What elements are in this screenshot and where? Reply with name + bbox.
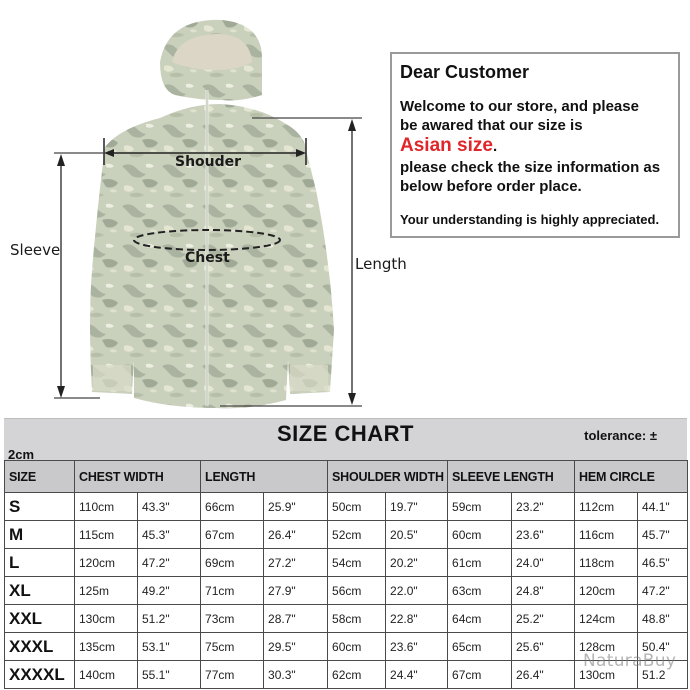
cell-length-cm: 73cm bbox=[201, 605, 264, 633]
cell-chest-cm: 130cm bbox=[75, 605, 138, 633]
cell-sleeve-cm: 59cm bbox=[448, 493, 512, 521]
cell-shoulder-cm: 60cm bbox=[328, 633, 386, 661]
cell-hem-cm: 120cm bbox=[575, 577, 638, 605]
cell-sleeve-cm: 60cm bbox=[448, 521, 512, 549]
highlight-suffix: . bbox=[492, 138, 498, 155]
jacket-illustration bbox=[0, 0, 407, 410]
cell-size: XXXXL bbox=[5, 661, 75, 689]
cell-chest-cm: 110cm bbox=[75, 493, 138, 521]
cell-size: L bbox=[5, 549, 75, 577]
cell-size: XL bbox=[5, 577, 75, 605]
notice-greeting: Dear Customer bbox=[400, 62, 530, 82]
cell-length-cm: 75cm bbox=[201, 633, 264, 661]
size-chart-title: SIZE CHART bbox=[277, 421, 414, 446]
cell-sleeve-in: 23.6" bbox=[512, 521, 575, 549]
asian-size-highlight: Asian size bbox=[400, 135, 493, 156]
header-sleeve-length: SLEEVE LENGTH bbox=[448, 461, 575, 493]
cell-length-in: 27.2" bbox=[264, 549, 328, 577]
table-row bbox=[5, 549, 688, 577]
cell-sleeve-cm: 63cm bbox=[448, 577, 512, 605]
cell-length-in: 26.4" bbox=[264, 521, 328, 549]
cell-hem-in: 50.4" bbox=[638, 633, 688, 661]
cell-chest-in: 49.2" bbox=[138, 577, 201, 605]
cell-chest-in: 55.1" bbox=[138, 661, 201, 689]
notice-line-1: Welcome to our store, and please bbox=[400, 98, 639, 115]
cell-length-cm: 71cm bbox=[201, 577, 264, 605]
cell-shoulder-in: 20.5" bbox=[386, 521, 448, 549]
cell-sleeve-in: 24.0" bbox=[512, 549, 575, 577]
cell-length-in: 27.9" bbox=[264, 577, 328, 605]
cell-hem-in: 48.8" bbox=[638, 605, 688, 633]
notice-line-2: be awared that our size is bbox=[400, 117, 583, 134]
sleeve-label: Sleeve bbox=[10, 241, 61, 259]
cell-hem-cm: 116cm bbox=[575, 521, 638, 549]
cell-chest-in: 47.2" bbox=[138, 549, 201, 577]
cell-length-cm: 69cm bbox=[201, 549, 264, 577]
cell-shoulder-in: 20.2" bbox=[386, 549, 448, 577]
tolerance-label: tolerance: ± bbox=[584, 428, 657, 443]
cell-sleeve-cm: 61cm bbox=[448, 549, 512, 577]
cell-hem-in: 44.1" bbox=[638, 493, 688, 521]
watermark: NaturaBuy bbox=[583, 651, 677, 671]
cell-chest-in: 53.1" bbox=[138, 633, 201, 661]
cell-shoulder-cm: 54cm bbox=[328, 549, 386, 577]
cell-chest-in: 43.3" bbox=[138, 493, 201, 521]
cell-size: XXL bbox=[5, 605, 75, 633]
notice-line-4: below before order place. bbox=[400, 178, 582, 195]
header-size: SIZE bbox=[5, 461, 75, 493]
customer-notice-box bbox=[390, 52, 680, 238]
cell-shoulder-in: 24.4" bbox=[386, 661, 448, 689]
cell-length-in: 25.9" bbox=[264, 493, 328, 521]
cell-length-cm: 67cm bbox=[201, 521, 264, 549]
cell-shoulder-cm: 52cm bbox=[328, 521, 386, 549]
table-row bbox=[5, 577, 688, 605]
cell-length-in: 28.7" bbox=[264, 605, 328, 633]
cell-chest-cm: 135cm bbox=[75, 633, 138, 661]
cell-hem-cm: 128cm bbox=[575, 633, 638, 661]
cell-length-cm: 77cm bbox=[201, 661, 264, 689]
cell-shoulder-in: 19.7" bbox=[386, 493, 448, 521]
cell-sleeve-in: 26.4" bbox=[512, 661, 575, 689]
cell-shoulder-in: 23.6" bbox=[386, 633, 448, 661]
cell-hem-in: 46.5" bbox=[638, 549, 688, 577]
cell-hem-cm: 118cm bbox=[575, 549, 638, 577]
cell-chest-cm: 125m bbox=[75, 577, 138, 605]
header-chest-width: CHEST WIDTH bbox=[75, 461, 201, 493]
size-chart bbox=[4, 418, 687, 689]
cell-length-cm: 66cm bbox=[201, 493, 264, 521]
cell-hem-in: 45.7" bbox=[638, 521, 688, 549]
jacket-image bbox=[0, 0, 390, 410]
notice-line-3: please check the size information as bbox=[400, 159, 661, 176]
shoulder-label: Shouder bbox=[175, 154, 242, 170]
table-row bbox=[5, 521, 688, 549]
length-label: Length bbox=[355, 255, 407, 273]
cell-hem-cm: 130cm bbox=[575, 661, 638, 689]
cell-chest-in: 45.3" bbox=[138, 521, 201, 549]
cell-sleeve-cm: 67cm bbox=[448, 661, 512, 689]
tolerance-value: 2cm bbox=[8, 447, 35, 462]
header-hem-circle: HEM CIRCLE bbox=[575, 461, 688, 493]
table-row bbox=[5, 605, 688, 633]
cell-length-in: 29.5" bbox=[264, 633, 328, 661]
cell-chest-cm: 140cm bbox=[75, 661, 138, 689]
header-shoulder-width: SHOULDER WIDTH bbox=[328, 461, 448, 493]
cell-size: XXXL bbox=[5, 633, 75, 661]
cell-shoulder-cm: 50cm bbox=[328, 493, 386, 521]
cell-shoulder-cm: 56cm bbox=[328, 577, 386, 605]
cell-size: M bbox=[5, 521, 75, 549]
cell-sleeve-cm: 65cm bbox=[448, 633, 512, 661]
cell-size: S bbox=[5, 493, 75, 521]
cell-chest-cm: 120cm bbox=[75, 549, 138, 577]
table-row bbox=[5, 493, 688, 521]
cell-hem-in: 51.2 bbox=[638, 661, 688, 689]
cell-sleeve-in: 23.2" bbox=[512, 493, 575, 521]
header-length: LENGTH bbox=[201, 461, 328, 493]
cell-sleeve-in: 25.6" bbox=[512, 633, 575, 661]
cell-chest-cm: 115cm bbox=[75, 521, 138, 549]
cell-chest-in: 51.2" bbox=[138, 605, 201, 633]
cell-sleeve-in: 24.8" bbox=[512, 577, 575, 605]
cell-length-in: 30.3" bbox=[264, 661, 328, 689]
cell-shoulder-in: 22.8" bbox=[386, 605, 448, 633]
cell-shoulder-cm: 58cm bbox=[328, 605, 386, 633]
table-header-row bbox=[5, 461, 688, 493]
notice-thanks: Your understanding is highly appreciated. bbox=[400, 212, 660, 227]
cell-hem-in: 47.2" bbox=[638, 577, 688, 605]
cell-shoulder-in: 22.0" bbox=[386, 577, 448, 605]
cell-sleeve-cm: 64cm bbox=[448, 605, 512, 633]
size-chart-title-bar bbox=[4, 418, 687, 460]
cell-shoulder-cm: 62cm bbox=[328, 661, 386, 689]
chest-label: Chest bbox=[185, 250, 230, 266]
cell-sleeve-in: 25.2" bbox=[512, 605, 575, 633]
cell-hem-cm: 124cm bbox=[575, 605, 638, 633]
cell-hem-cm: 112cm bbox=[575, 493, 638, 521]
